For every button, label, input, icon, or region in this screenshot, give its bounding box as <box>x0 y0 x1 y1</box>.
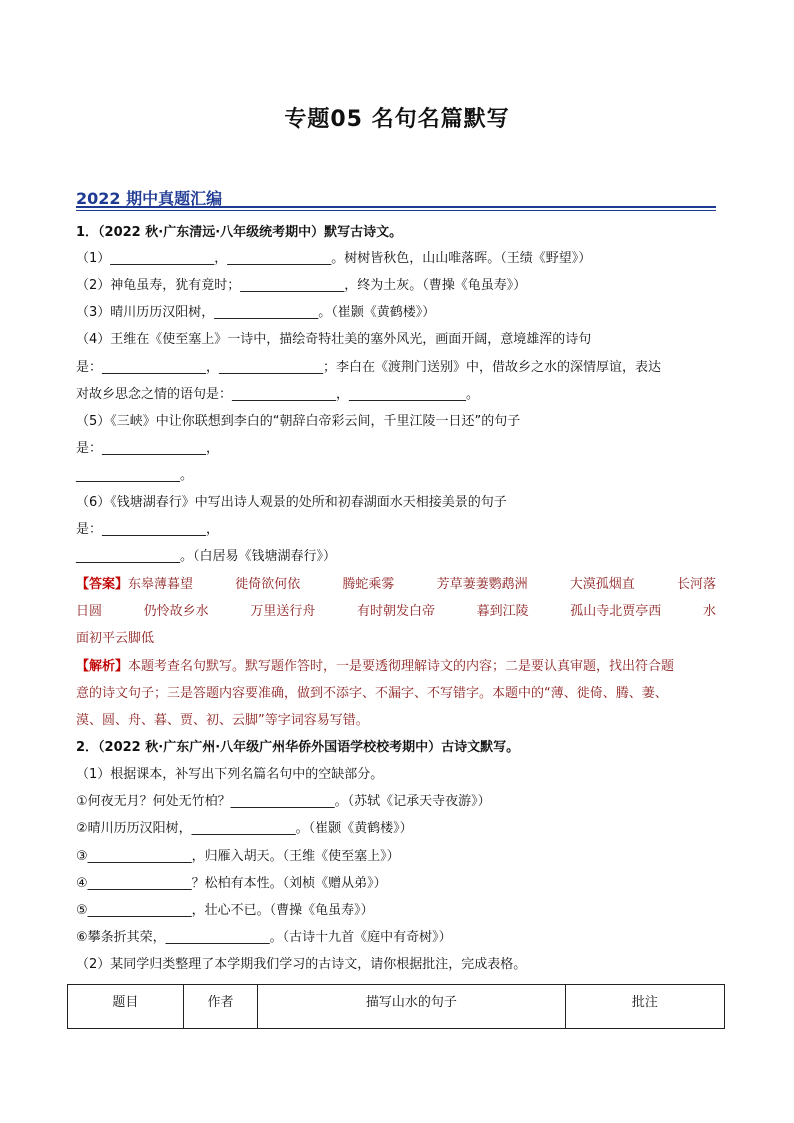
answer-item: 仍怜故乡水 <box>143 604 209 619</box>
answer-item: 孤山寺北贾亭西 <box>570 604 662 619</box>
question-1-stem: 1．（2022 秋·广东清远·八年级统考期中）默写古诗文。 <box>76 225 403 240</box>
section-divider-thin <box>76 210 716 211</box>
q1-line-6: 对故乡思念之情的语句是：________________，__________________。 <box>76 387 480 402</box>
analysis-tag: 【解析】 <box>76 659 129 674</box>
question-2-stem: 2．（2022 秋·广东广州·八年级广州华侨外国语学校校考期中）古诗文默写。 <box>76 740 520 755</box>
analysis-line-3: 漠、圆、舟、暮、贾、初、云脚”等字词容易写错。 <box>76 713 369 728</box>
q2-line-6: ⑤________________，壮心不已。（曹操《龟虽寿》） <box>76 903 374 918</box>
q1-line-10: （6）《钱塘湖春行》中写出诗人观景的处所和初春湖面水天相接美景的句子 <box>76 495 507 510</box>
answer-item: 长河落 <box>676 577 716 592</box>
answer-row-3: 面初平云脚低 <box>76 631 155 646</box>
q2-line-2: ①何夜无月？何处无竹柏？________________。（苏轼《记承天寺夜游》） <box>76 794 491 809</box>
answer-item: 腾蛇乘雾 <box>342 577 395 592</box>
analysis-line-1 <box>76 659 726 675</box>
q1-line-3: （3）晴川历历汉阳树，________________。（崔颢《黄鹤楼》） <box>76 305 436 320</box>
answer-item: 日圆 <box>76 604 103 619</box>
q2-line-4: ③________________，归雁入胡天。（王维《使至塞上》） <box>76 849 400 864</box>
answer-item: 东皋薄暮望 <box>128 577 194 592</box>
q1-line-1: （1）________________，________________。树树皆秋色，山山唯落晖。（王绩《野望》） <box>76 251 592 266</box>
answer-row-1 <box>76 577 716 593</box>
answer-item: 有时朝发白帝 <box>356 604 435 619</box>
table-header-lines: 描写山水的句子 <box>258 985 566 1029</box>
analysis-line-2: 意的诗文句子；三是答题内容要准确，做到不添字、不漏字、不写错字。本题中的“薄、徙倚、腾、萋、 <box>76 686 668 701</box>
answer-item: 芳草萋萋鹦鹉洲 <box>436 577 528 592</box>
q2-line-5: ④________________？松柏有本性。（刘桢《赠从弟》） <box>76 876 387 891</box>
answer-tag: 【答案】 <box>76 577 129 592</box>
analysis-text: 本题考查名句默写。默写题作答时，一是要透彻理解诗文的内容；二是要认真审题，找出符合题 <box>128 659 675 674</box>
answer-row-2 <box>76 604 716 620</box>
q1-line-7: （5）《三峡》中让你联想到李白的“朝辞白帝彩云间，千里江陵一日还”的句子 <box>76 414 521 429</box>
section-heading: 2022 期中真题汇编 <box>76 189 223 208</box>
answer-item: 万里送行舟 <box>250 604 316 619</box>
table-header-row <box>68 985 725 1029</box>
q2-line-1: （1）根据课本，补写出下列名篇名句中的空缺部分。 <box>76 767 384 782</box>
q1-line-11: 是：________________， <box>76 522 220 537</box>
table-header-title: 题目 <box>68 985 184 1029</box>
answer-item: 徙倚欲何依 <box>235 577 301 592</box>
answer-item: 水 <box>702 604 716 619</box>
q2-line-8: （2）某同学归类整理了本学期我们学习的古诗文，请你根据批注，完成表格。 <box>76 957 527 972</box>
table-header-author: 作者 <box>183 985 257 1029</box>
q1-line-2: （2）神龟虽寿，犹有竟时；________________，终为土灰。（曹操《龟虽寿》） <box>76 278 527 293</box>
answer-item: 大漠孤烟直 <box>569 577 635 592</box>
q2-line-7: ⑥攀条折其荣，________________。（古诗十九首《庭中有奇树》） <box>76 930 452 945</box>
table-header-notes: 批注 <box>565 985 724 1029</box>
answer-item: 暮到江陵 <box>476 604 529 619</box>
page-title: 专题05 名句名篇默写 <box>284 107 510 132</box>
q1-line-12: ________________。（白居易《钱塘湖春行》） <box>76 549 337 564</box>
q1-line-8: 是：________________， <box>76 441 220 456</box>
q2-line-3: ②晴川历历汉阳树，________________。（崔颢《黄鹤楼》） <box>76 821 413 836</box>
section-divider <box>76 206 716 208</box>
q1-line-9: ________________。 <box>76 468 194 483</box>
poetry-table <box>67 984 725 1029</box>
q1-line-4: （4）王维在《使至塞上》一诗中，描绘奇特壮美的塞外风光，画面开阔，意境雄浑的诗句 <box>76 332 592 347</box>
q1-line-5: 是：________________，________________；李白在《渡荆门送别》中，借故乡之水的深情厚谊，表达 <box>76 360 662 375</box>
